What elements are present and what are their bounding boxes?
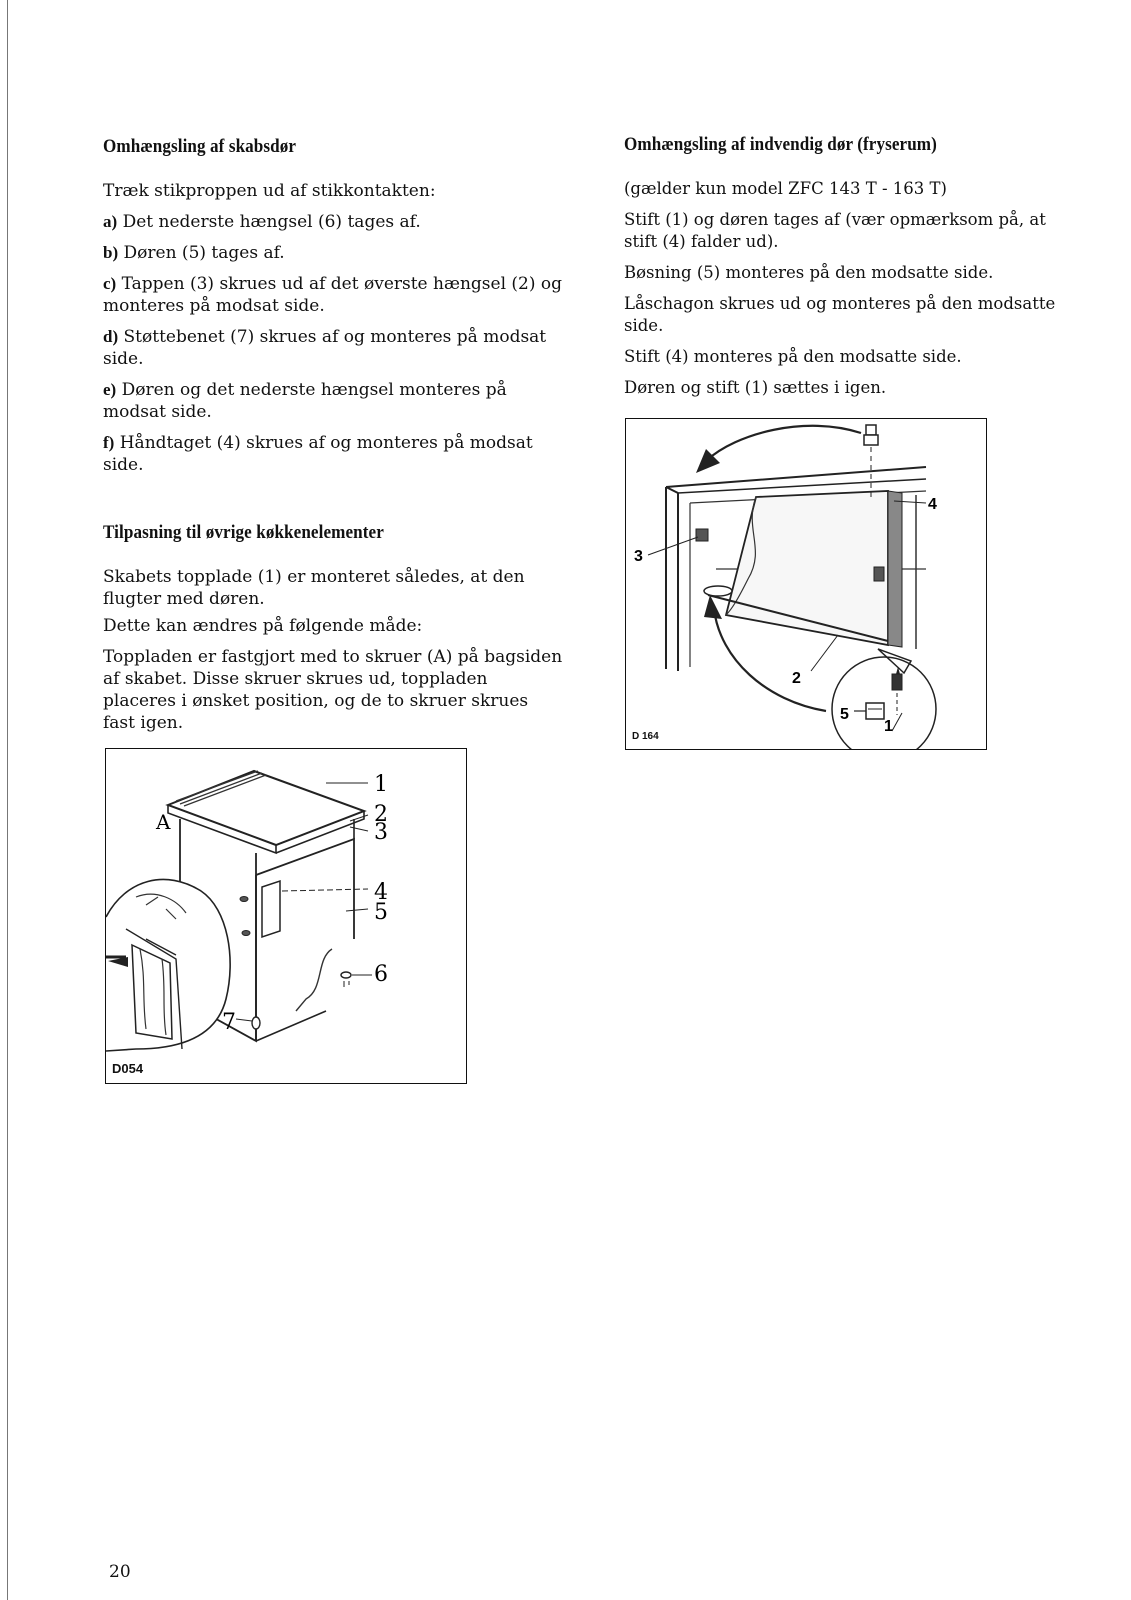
figure-code: D054	[112, 1061, 144, 1076]
model-note: (gælder kun model ZFC 143 T - 163 T)	[624, 179, 947, 198]
step-c	[103, 273, 563, 317]
step-label: a)	[103, 212, 118, 231]
heading-door-reversal: Omhængsling af skabsdør	[103, 136, 297, 157]
inner-step-5: Døren og stift (1) sættes i igen.	[624, 378, 887, 397]
adjustment-para1b: Dette kan ændres på følgende måde:	[103, 616, 423, 636]
page-number: 20	[109, 1562, 131, 1582]
label-1: 1	[884, 718, 893, 735]
label-4: 4	[374, 880, 388, 905]
label-7: 7	[222, 1010, 236, 1035]
label-6: 6	[374, 962, 388, 987]
label-2: 2	[374, 802, 388, 827]
step-text: Døren (5) tages af.	[123, 243, 285, 263]
step-text: Støttebenet (7) skrues af og monteres på modsat side.	[103, 327, 547, 369]
inner-step-2: Bøsning (5) monteres på den modsatte side.	[624, 263, 994, 282]
label-2: 2	[792, 670, 801, 687]
step-label: f)	[103, 433, 115, 452]
right-column	[624, 134, 1064, 408]
adjustment-para1: Skabets topplade (1) er monteret således, at den flugter med døren.	[103, 567, 525, 609]
inner-door-illustration	[626, 419, 986, 749]
step-f	[103, 432, 563, 476]
label-1: 1	[374, 772, 388, 797]
step-text: Håndtaget (4) skrues af og monteres på modsat side.	[103, 433, 533, 475]
step-text: Det nederste hængsel (6) tages af.	[122, 212, 421, 232]
inner-step-3: Låschagon skrues ud og monteres på den modsatte side.	[624, 294, 1056, 335]
step-label: b)	[103, 243, 119, 262]
left-column	[103, 136, 563, 485]
label-5: 5	[374, 900, 388, 925]
step-label: c)	[103, 274, 117, 293]
heading-adjustment: Tilpasning til øvrige køkkenelementer	[103, 522, 384, 543]
step-text: Tappen (3) skrues ud af det øverste hængsel (2) og monteres på modsat side.	[103, 274, 563, 316]
cabinet-illustration	[106, 749, 466, 1083]
step-d	[103, 326, 563, 370]
step-a	[103, 211, 563, 233]
step-b	[103, 242, 563, 264]
step-e	[103, 379, 563, 423]
adjustment-section	[103, 522, 563, 739]
step-text: Døren og det nederste hængsel monteres på modsat side.	[103, 380, 507, 422]
label-A: A	[156, 810, 171, 834]
figure-code: D 164	[632, 731, 659, 742]
intro-text: Træk stikproppen ud af stikkontakten:	[103, 181, 436, 201]
figure-cabinet	[105, 748, 467, 1084]
label-3: 3	[374, 820, 388, 845]
heading-inner-door: Omhængsling af indvendig dør (fryserum)	[624, 134, 937, 155]
inner-step-1: Stift (1) og døren tages af (vær opmærksom på, at stift (4) falder ud).	[624, 210, 1046, 251]
label-3: 3	[634, 548, 643, 565]
figure-inner-door	[625, 418, 987, 750]
adjustment-para2: Toppladen er fastgjort med to skruer (A) på bagsiden af skabet. Disse skruer skrues ud, toppladen placeres i ønsket position, og de to skruer skrues fast igen.	[103, 647, 563, 733]
inner-step-4: Stift (4) monteres på den modsatte side.	[624, 347, 962, 366]
step-label: d)	[103, 327, 119, 346]
label-5: 5	[840, 706, 849, 723]
label-4: 4	[928, 496, 937, 513]
step-label: e)	[103, 380, 117, 399]
binding-line	[7, 0, 8, 1600]
